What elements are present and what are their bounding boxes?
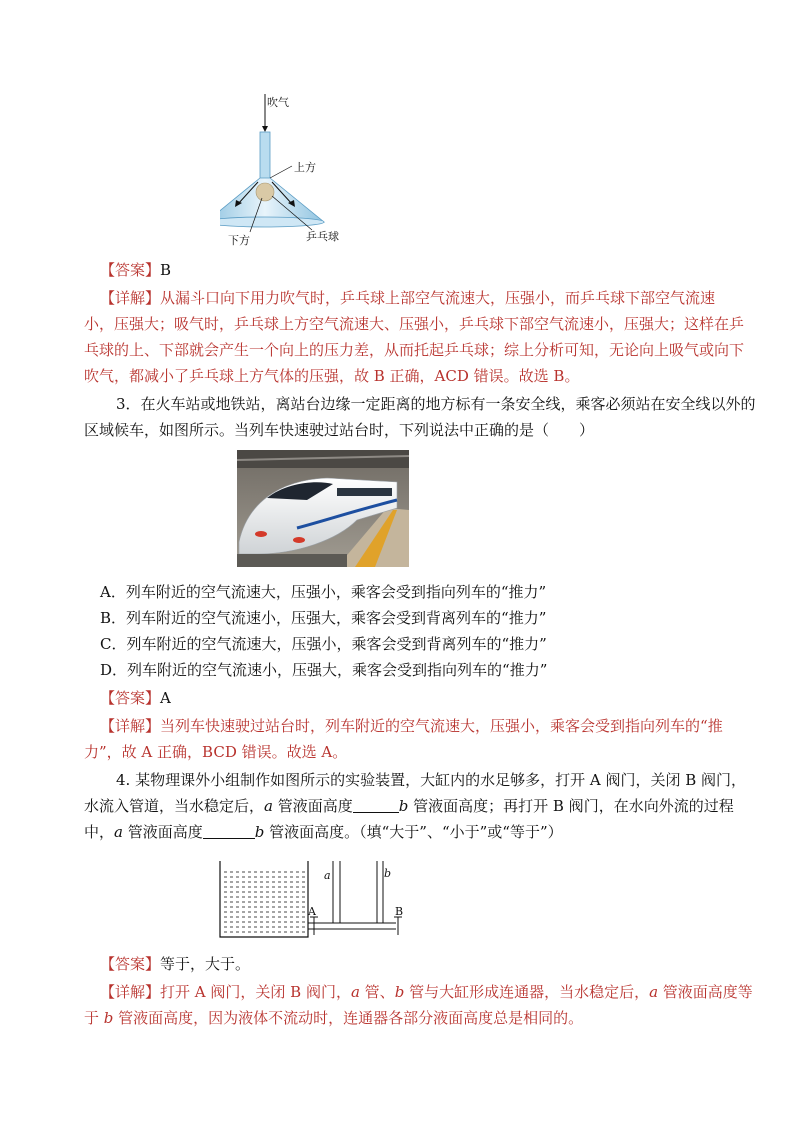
connected-vessel-diagram — [212, 855, 412, 945]
funnel-diagram — [220, 92, 360, 252]
answer-blank-2 — [203, 824, 255, 839]
q3-detail-line-2: 力”，故 A 正确，BCD 错误。故选 A。 — [84, 743, 348, 761]
funnel-figure — [220, 92, 360, 252]
q4-answer: 【答案】等于，大于。 — [100, 955, 251, 973]
q3-option-b: B．列车附近的空气流速小，压强大，乘客会受到背离列车的“推力” — [100, 609, 547, 627]
answer-tag: 【答案】 — [100, 261, 161, 279]
q3-question-line-2: 区域候车，如图所示。当列车快速驶过站台时，下列说法中正确的是（ ） — [84, 421, 595, 439]
q3-option-a: A．列车附近的空气流速大，压强小，乘客会受到指向列车的“推力” — [100, 583, 547, 601]
q3-answer: 【答案】A — [100, 689, 171, 707]
q2-detail-line-3: 乓球的上、下部就会产生一个向上的压力差，从而托起乒乓球；综上分析可知，无论向上吸气或向下 — [84, 341, 745, 359]
train-photo — [237, 450, 409, 567]
q3-detail-line-1: 【详解】当列车快速驶过站台时，列车附近的空气流速大，压强小，乘客会受到指向列车的“推 — [100, 717, 723, 735]
q4-detail-line-1: 【详解】打开 A 阀门，关闭 B 阀门，a 管、b 管与大缸形成连通器，当水稳定后，a 管液面高度等 — [100, 983, 753, 1001]
q2-answer — [100, 260, 171, 280]
label-bottom: 下方 — [228, 234, 250, 247]
high-speed-train-image — [237, 450, 409, 567]
q4-question-line-1: 4. 某物理课外小组制作如图所示的实验装置，大缸内的水足够多，打开 A 阀门，关闭 B 阀门， — [116, 771, 747, 789]
answer-blank-1 — [353, 798, 399, 813]
q2-detail-line-4: 吹气，都减小了乒乓球上方气体的压强，故 B 正确，ACD 错误。故选 B。 — [84, 367, 580, 385]
valve-a-label: A — [308, 905, 316, 918]
answer-value: B — [160, 261, 172, 279]
q3-option-d: D．列车附近的空气流速小，压强大，乘客会受到指向列车的“推力” — [100, 661, 548, 679]
label-top: 上方 — [294, 161, 316, 174]
q4-detail-line-2: 于 b 管液面高度，因为液体不流动时，连通器各部分液面高度总是相同的。 — [84, 1009, 584, 1027]
label-blow: 吹气 — [267, 96, 289, 109]
tank-figure — [212, 855, 412, 945]
tube-b-label: b — [384, 867, 392, 880]
q4-question-line-2: 水流入管道，当水稳定后，a 管液面高度 b 管液面高度；再打开 B 阀门，在水向外流的过程 — [84, 797, 734, 815]
valve-b-label: B — [395, 905, 404, 918]
detail-tag: 【详解】 — [100, 289, 161, 307]
label-ball: 乒乓球 — [306, 230, 339, 243]
q2-detail-line-1: 【详解】从漏斗口向下用力吹气时，乒乓球上部空气流速大，压强小，而乒乓球下部空气流速 — [100, 289, 716, 307]
q3-question-line-1: 3．在火车站或地铁站，离站台边缘一定距离的地方标有一条安全线，乘客必须站在安全线以外的 — [116, 395, 756, 413]
tube-a-label: a — [324, 869, 331, 882]
q3-option-c: C．列车附近的空气流速大，压强小，乘客会受到背离列车的“推力” — [100, 635, 547, 653]
q2-detail-line-2: 小，压强大；吸气时，乒乓球上方空气流速大、压强小，乒乓球下部空气流速小，压强大；这样在乒 — [84, 315, 745, 333]
q4-question-line-3: 中，a 管液面高度 b 管液面高度。（填“大于”、“小于”或“等于”） — [84, 823, 563, 841]
